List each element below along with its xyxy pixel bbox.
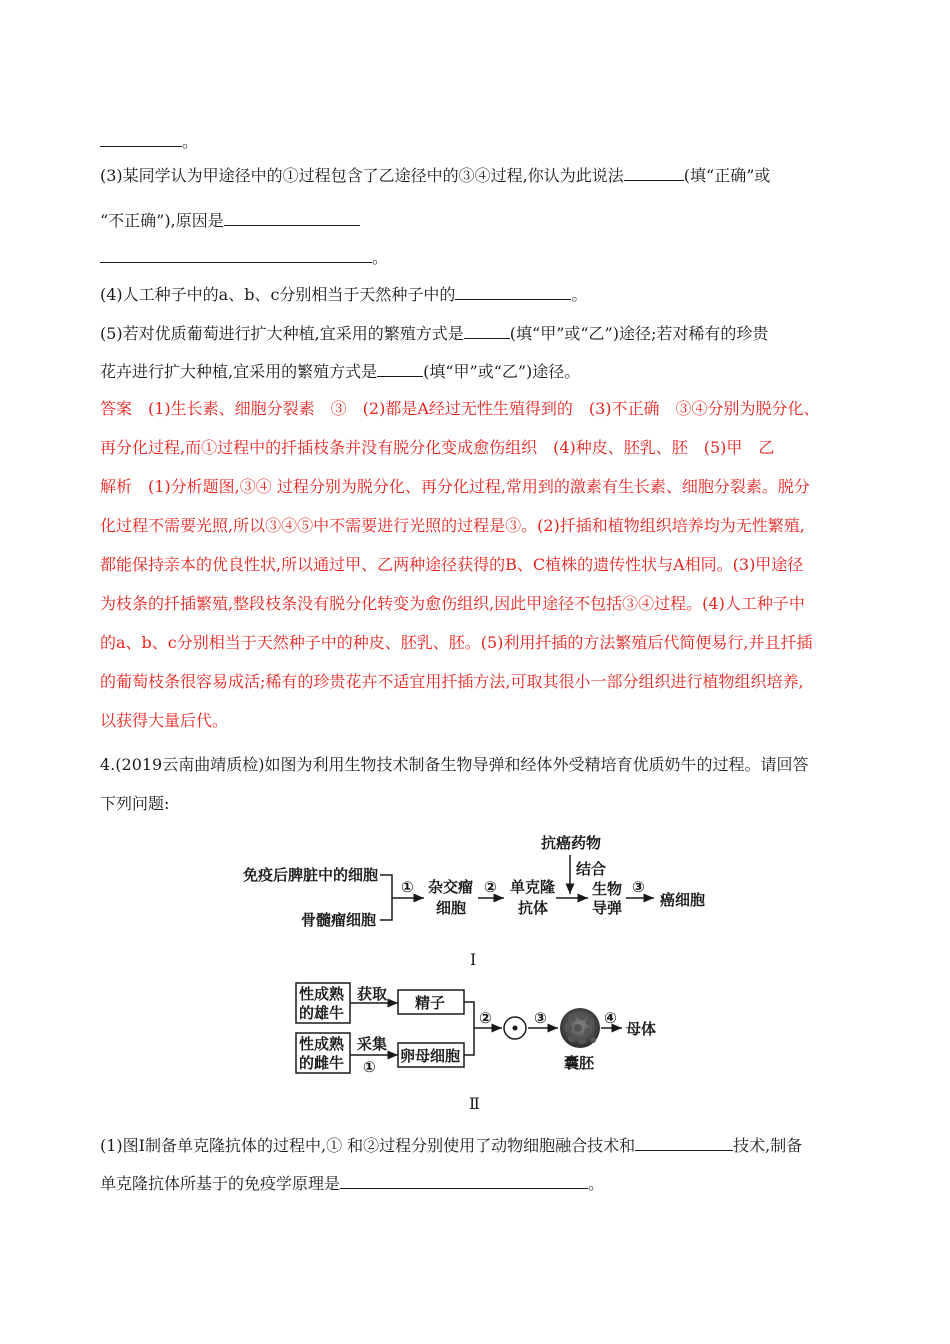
mab-label-1: 单克隆 bbox=[510, 878, 556, 896]
zygote-nucleus-icon bbox=[513, 1026, 518, 1031]
answer-line2: 再分化过程,而①过程中的扦插枝条并没有脱分化变成愈伤组织 (4)种皮、胚乳、胚 (5)甲 乙 bbox=[100, 438, 775, 457]
step3-label: ③ bbox=[632, 878, 645, 896]
step4-ii-label: ④ bbox=[604, 1009, 617, 1027]
mother-label: 母体 bbox=[626, 1020, 657, 1038]
analysis-line5: 的a、b、c分别相当于天然种子中的种皮、胚乳、胚。(5)利用扦插的方法繁殖后代简便易行,并且扦插 bbox=[100, 633, 813, 652]
collect-label: 采集 bbox=[357, 1035, 388, 1053]
answer-blank[interactable] bbox=[635, 1134, 733, 1151]
figure-2-caption: Ⅱ bbox=[469, 1094, 480, 1113]
bull-label-1: 性成熟 bbox=[299, 985, 345, 1003]
step2-label: ② bbox=[484, 878, 497, 896]
q3-part4: (4)人工种子中的a、b、c分别相当于天然种子中的 。 bbox=[100, 285, 588, 304]
analysis-line2: 化过程不需要光照,所以③④⑤中不需要进行光照的过程是③。(2)扦插和植物组织培养均为无性繁殖, bbox=[100, 516, 805, 535]
drug-label: 抗癌药物 bbox=[541, 834, 602, 852]
sperm-label: 精子 bbox=[415, 994, 446, 1012]
q3-part5-line2: 花卉进行扩大种植,宜采用的繁殖方式是 (填“甲”或“乙”)途径。 bbox=[100, 362, 581, 381]
hybridoma-label-2: 细胞 bbox=[436, 899, 467, 917]
spleen-cells-label: 免疫后脾脏中的细胞 bbox=[243, 866, 379, 884]
mab-label-2: 抗体 bbox=[518, 899, 549, 917]
bull-label-2: 的雄牛 bbox=[299, 1004, 345, 1022]
step2-ii-label: ② bbox=[479, 1009, 492, 1027]
step1-label: ① bbox=[401, 878, 414, 896]
q3-part3-line2: “不正确”),原因是 bbox=[100, 209, 360, 232]
hybridoma-label-1: 杂交瘤 bbox=[428, 878, 474, 896]
q4-stem-line1: 4.(2019云南曲靖质检)如图为利用生物技术制备生物导弹和经体外受精培育优质奶牛的过程。请回答 bbox=[100, 755, 809, 774]
oocyte-label: 卵母细胞 bbox=[400, 1047, 461, 1065]
fertilize-bracket bbox=[464, 1002, 478, 1055]
figure-1-caption: Ⅰ bbox=[470, 950, 477, 969]
myeloma-cells-label: 骨髓瘤细胞 bbox=[301, 911, 377, 929]
q4-part1-line1: (1)图Ⅰ制备单克隆抗体的过程中,① 和②过程分别使用了动物细胞融合技术和 技术,制备 bbox=[100, 1136, 803, 1155]
combine-label: 结合 bbox=[576, 860, 607, 878]
analysis-line6: 的葡萄枝条很容易成活;稀有的珍贵花卉不适宜用扦插方法,可取其很小一部分组织进行植物组织培养, bbox=[100, 672, 804, 691]
q4-part1-line2: 单克隆抗体所基于的免疫学原理是 。 bbox=[100, 1174, 605, 1193]
step3-ii-label: ③ bbox=[534, 1009, 547, 1027]
q3-part3-line1: (3)某同学认为甲途径中的①过程包含了乙途径中的③④过程,你认为此说法 (填“正确”或 bbox=[100, 166, 771, 185]
blastocyst-label: 囊胚 bbox=[564, 1054, 595, 1072]
q4-stem-line2: 下列问题: bbox=[100, 794, 170, 813]
cancer-cell-label: 癌细胞 bbox=[660, 891, 706, 909]
q3-part5-line1: (5)若对优质葡萄进行扩大种植,宜采用的繁殖方式是 (填“甲”或“乙”)途径;若对稀有的珍贵 bbox=[100, 324, 769, 343]
answer-line1: 答案 (1)生长素、细胞分裂素 ③ (2)都是A经过无性生殖得到的 (3)不正确 ③④分别为脱分化、 bbox=[100, 399, 820, 418]
cow-label-1: 性成熟 bbox=[299, 1035, 345, 1053]
step1-ii-label: ① bbox=[363, 1058, 376, 1076]
obtain-label: 获取 bbox=[357, 985, 388, 1003]
cow-label-2: 的雌牛 bbox=[299, 1054, 345, 1072]
q3-prev-answer-line: 。 bbox=[100, 130, 198, 153]
analysis-line1: 解析 (1)分析题图,③④ 过程分别为脱分化、再分化过程,常用到的激素有生长素、细胞分裂素。脱分 bbox=[100, 477, 810, 496]
analysis-line3: 都能保持亲本的优良性状,所以通过甲、乙两种途径获得的B、C植株的遗传性状与A相同。(3)甲途径 bbox=[100, 555, 804, 574]
missile-label-2: 导弹 bbox=[592, 899, 623, 917]
analysis-line4: 为枝条的扦插繁殖,整段枝条没有脱分化转变为愈伤组织,因此甲途径不包括③④过程。(4)人工种子中 bbox=[100, 594, 805, 613]
q3-part3-line3: 。 bbox=[100, 246, 388, 269]
missile-label-1: 生物 bbox=[592, 880, 623, 898]
analysis-line7: 以获得大量后代。 bbox=[100, 711, 229, 730]
answer-blank[interactable] bbox=[340, 1172, 588, 1189]
